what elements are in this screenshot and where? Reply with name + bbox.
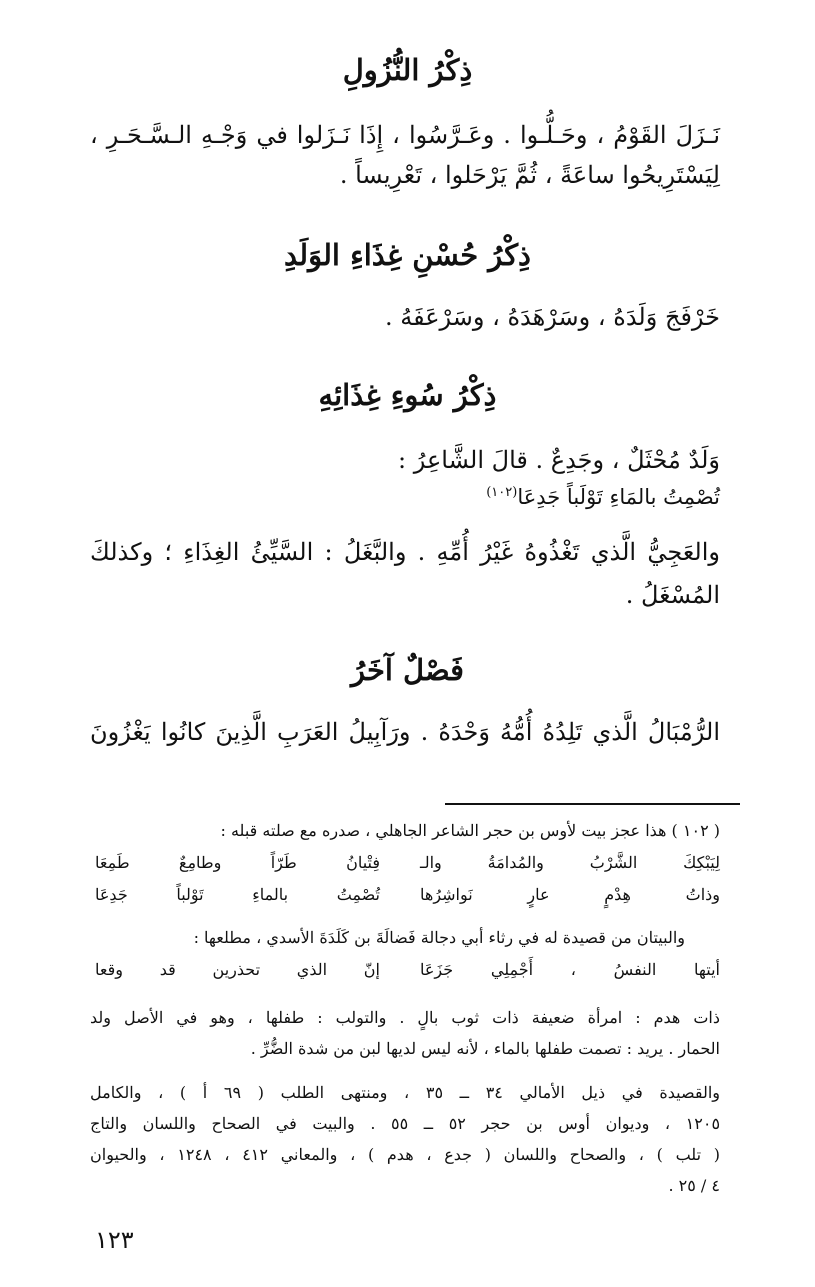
footnote-verse-second-hemistich: إنّ الذي تحذرين قد وقعا bbox=[95, 960, 380, 979]
body-line: لِيَسْتَرِيحُوا ساعَةً ، ثُمَّ يَرْحَلوا ، تَعْرِيساً . bbox=[339, 161, 720, 189]
footnote-verse-second-hemistich: تُصْمِتُ بالماءِ تَوْلباً جَدِعَا bbox=[95, 885, 380, 904]
footnote-source-line: ٤ / ٢٥ . bbox=[668, 1176, 720, 1195]
section-heading-descent: ذِكْرُ النُّزُولِ bbox=[342, 53, 473, 87]
footnote-verse-first-hemistich: وذاتُ هِدْمٍ عارٍ نَواشِرُها bbox=[420, 885, 720, 904]
body-line: وَلَدٌ مُحْثَلٌ ، وجَدِعٌ . قالَ الشَّاعِرُ : bbox=[398, 446, 720, 474]
footnote-reference: (١٠٢) bbox=[486, 485, 518, 500]
footnote-separator bbox=[445, 803, 740, 805]
section-heading-good-nourishment: ذِكْرُ حُسْنِ غِذَاءِ الوَلَدِ bbox=[284, 238, 531, 272]
section-heading-another-chapter: فَصْلٌ آخَرُ bbox=[350, 653, 465, 687]
body-line: نَـزَلَ القَوْمُ ، وحَـلُّـوا . وعَـرَّسُوا ، إِذَا نَـزَلوا في وَجْـهِ الـسَّـحَـرِ ، bbox=[90, 121, 720, 149]
footnote-intro: ( ١٠٢ ) هذا عجز بيت لأوس بن حجر الشاعر الجاهلي ، صدره مع صلته قبله : bbox=[220, 821, 720, 840]
footnote-verse-first-hemistich: أيتها النفسُ ، أَجْمِلِي جَزَعَا bbox=[420, 960, 720, 979]
footnote-source-line: والقصيدة في ذيل الأمالي ٣٤ ــ ٣٥ ، ومنتهى الطلب ( ٦٩ أ ) ، والكامل bbox=[90, 1083, 721, 1102]
body-line: المُسْغَلُ . bbox=[625, 581, 720, 609]
footnote-source-line: ( تلب ) ، والصحاح واللسان ( جدع ، هدم ) ، والمعاني ٤١٢ ، ١٢٤٨ ، والحيوان bbox=[90, 1145, 721, 1164]
footnote-verse-second-hemistich: فِتْيانُ طَرّاً وطامِعٌ طَمِعَا bbox=[95, 853, 380, 872]
verse-text: تُصْمِتُ بالمَاءِ تَوْلَباً جَدِعَا bbox=[517, 485, 720, 509]
poem-verse bbox=[486, 478, 720, 512]
body-line: والعَجِيُّ الَّذي تَغْذُوهُ غَيْرُ أُمِّهِ . والبَّغَلُ : السَّيِّئُ الغِذَاءِ ؛ وكذلكَ bbox=[90, 538, 720, 566]
page-number: ١٢٣ bbox=[95, 1226, 134, 1254]
section-heading-bad-nourishment: ذِكْرُ سُوءِ غِذَائِهِ bbox=[318, 378, 497, 412]
footnote-intro-2: والبيتان من قصيدة له في رثاء أبي دجالة فَضالَةَ بن كَلَدَةَ الأسدي ، مطلعها : bbox=[193, 928, 685, 947]
footnote-gloss-line: ذات هدم : امرأة ضعيفة ذات ثوب بالٍ . والتولب : طفلها ، وهو في الأصل ولد bbox=[90, 1008, 720, 1027]
footnote-source-line: ١٢٠٥ ، وديوان أوس بن حجر ٥٢ ــ ٥٥ . والبيت في الصحاح واللسان والتاج bbox=[90, 1114, 721, 1133]
body-line: الرُّمْبَالُ الَّذي تَلِدُهُ أُمُّهُ وَحْدَهُ . ورَآبِيلُ العَرَبِ الَّذِينَ كانُوا يَغْزُونَ bbox=[90, 718, 720, 746]
footnote-verse-first-hemistich: لِيَبْكِكَ الشَّرْبُ والمُدامَةُ والـ bbox=[420, 853, 720, 872]
body-line: خَرْفَجَ وَلَدَهُ ، وسَرْهَدَهُ ، وسَرْعَفَهُ . bbox=[384, 303, 720, 331]
footnote-gloss-line: الحمار . يريد : تصمت طفلها بالماء ، لأنه ليس لديها لبن من شدة الضُّرِّ . bbox=[250, 1039, 720, 1058]
